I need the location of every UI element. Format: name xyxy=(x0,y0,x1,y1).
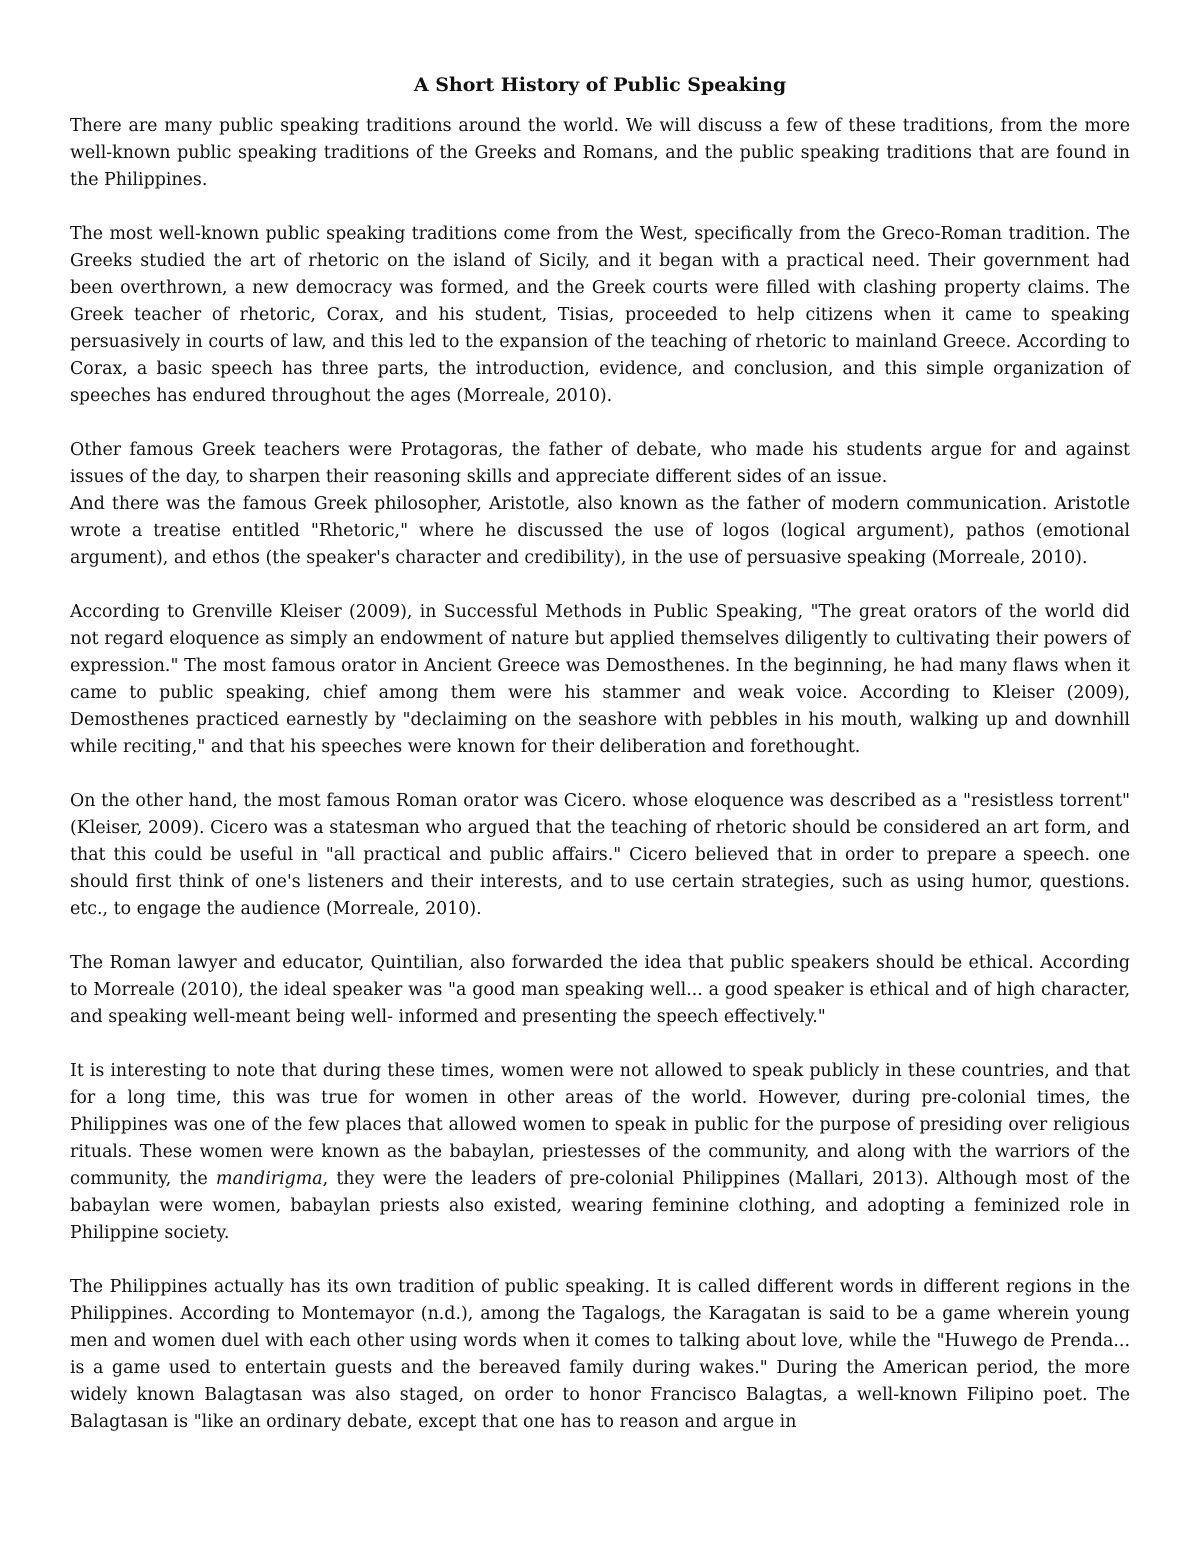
babaylan-text-after: , they were the leaders of pre-colonial Philippines (Mallari, 2013). Although most of the babaylan were women, babaylan priests also existed, wearing feminine clothing, and adopting a feminized role in Philippine society. xyxy=(70,1169,1130,1243)
paragraph-protagoras: Other famous Greek teachers were Protagoras, the father of debate, who made his students argue for and against issues of the day, to sharpen their reasoning skills and appreciate different sides of an issue. xyxy=(70,440,1130,487)
paragraph-demosthenes: According to Grenville Kleiser (2009), in Successful Methods in Public Speaking, "The great orators of the world did not regard eloquence as simply an endowment of nature but applied themselves diligently to cultivating their powers of expression." The most famous orator in Ancient Greece was Demosthenes. In the beginning, he had many flaws when it came to public speaking, chief among them were his stammer and weak voice. According to Kleiser (2009), Demosthenes practiced earnestly by "declaiming on the seashore with pebbles in his mouth, walking up and downhill while reciting," and that his speeches were known for their deliberation and forethought. xyxy=(70,602,1130,757)
paragraph-cicero: On the other hand, the most famous Roman orator was Cicero. whose eloquence was described as a "resistless torrent" (Kleiser, 2009). Cicero was a statesman who argued that the teaching of rhetoric should be considered an art form, and that this could be useful in "all practical and public affairs." Cicero believed that in order to prepare a speech. one should first think of one's listeners and their interests, and to use certain strategies, such as using humor, questions. etc., to engage the audience (Morreale, 2010). xyxy=(70,791,1130,919)
document-page xyxy=(70,72,1130,1463)
paragraph-greco-roman: The most well-known public speaking traditions come from the West, specifically from the Greco-Roman tradition. The Greeks studied the art of rhetoric on the island of Sicily, and it began with a practical need. Their government had been overthrown, a new democracy was formed, and the Greek courts were filled with clashing property claims. The Greek teacher of rhetoric, Corax, and his student, Tisias, proceeded to help citizens when it came to speaking persuasively in courts of law, and this led to the expansion of the teaching of rhetoric to mainland Greece. According to Corax, a basic speech has three parts, the introduction, evidence, and conclusion, and this simple organization of speeches has endured throughout the ages (Morreale, 2010). xyxy=(70,224,1130,406)
document-title: A Short History of Public Speaking xyxy=(413,74,787,96)
paragraph-babaylan xyxy=(70,1058,1130,1247)
babaylan-text-before: It is interesting to note that during these times, women were not allowed to speak publicly in these countries, and that for a long time, this was true for women in other areas of the world. However, during pre-colonial times, the Philippines was one of the few places that allowed women to speak in public for the purpose of presiding over religious rituals. These women were known as the babaylan, priestesses of the community, and along with the warriors of the community, the xyxy=(70,1061,1130,1189)
paragraph-quintilian: The Roman lawyer and educator, Quintilian, also forwarded the idea that public speakers should be ethical. According to Morreale (2010), the ideal speaker was "a good man speaking well... a good speaker is ethical and of high character, and speaking well-meant being well- informed and presenting the speech effectively." xyxy=(70,953,1130,1027)
paragraph-intro: There are many public speaking traditions around the world. We will discuss a few of these traditions, from the more well-known public speaking traditions of the Greeks and Romans, and the public speaking traditions that are found in the Philippines. xyxy=(70,116,1130,190)
paragraph-aristotle: And there was the famous Greek philosopher, Aristotle, also known as the father of modern communication. Aristotle wrote a treatise entitled "Rhetoric," where he discussed the use of logos (logical argument), pathos (emotional argument), and ethos (the speaker's character and credibility), in the use of persuasive speaking (Morreale, 2010). xyxy=(70,494,1130,568)
paragraph-philippine-tradition: The Philippines actually has its own tradition of public speaking. It is called different words in different regions in the Philippines. According to Montemayor (n.d.), among the Tagalogs, the Karagatan is said to be a game wherein young men and women duel with each other using words when it comes to talking about love, while the "Huwego de Prenda... is a game used to entertain guests and the bereaved family during wakes." During the American period, the more widely known Balagtasan was also staged, on order to honor Francisco Balagtas, a well-known Filipino poet. The Balagtasan is "like an ordinary debate, except that one has to reason and argue in xyxy=(70,1277,1130,1432)
mandirigma-term: mandirigma xyxy=(216,1169,323,1189)
